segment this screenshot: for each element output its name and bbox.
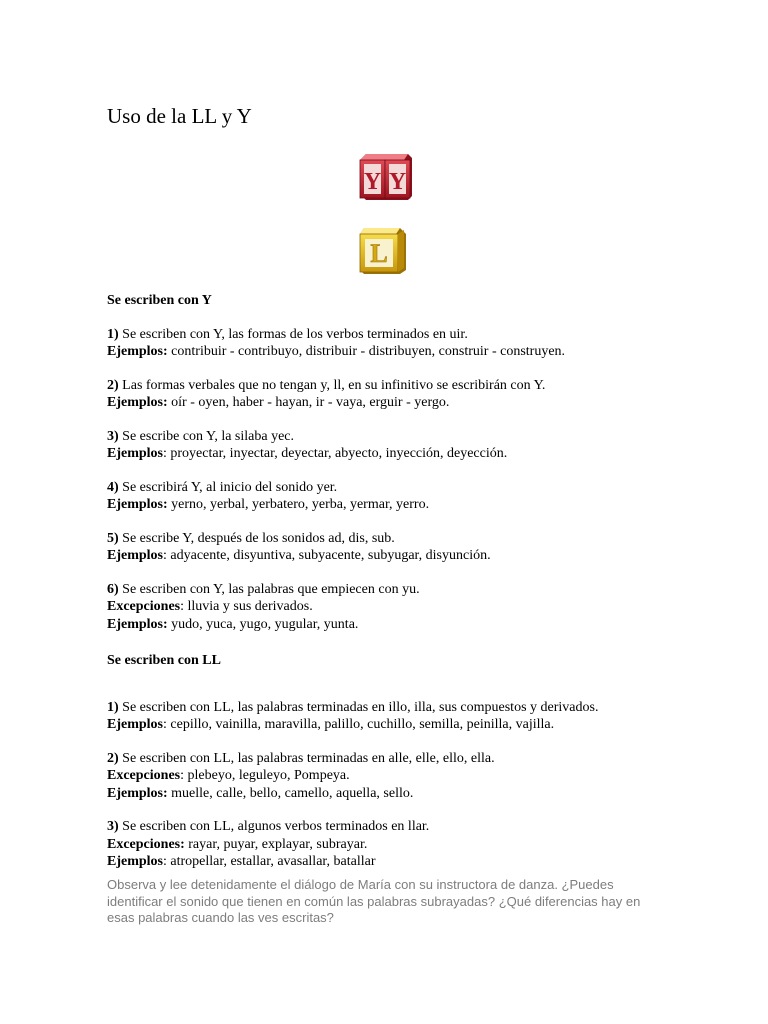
rule-item: [107, 699, 747, 734]
rule-example-text: : plebeyo, leguleyo, Pompeya.: [180, 768, 350, 783]
y-block-letter: Y: [363, 169, 382, 195]
rule-text: Se escriben con LL, las palabras terminadas en illo, illa, sus compuestos y derivados.: [118, 699, 599, 715]
letter-l-block-icon: [356, 224, 408, 276]
rule-label: Ejemplos:: [107, 785, 168, 801]
y-block-letter: Y: [388, 169, 407, 195]
rule-item: [107, 377, 747, 412]
rule-label: Ejemplos: [107, 717, 163, 732]
rule-number: 2): [107, 377, 119, 393]
rule-text: Se escribirá Y, al inicio del sonido yer.: [118, 479, 338, 495]
rules-list-ll: [107, 699, 747, 871]
rule-label: Ejemplos:: [107, 395, 168, 410]
l-block-letter: L: [370, 239, 388, 268]
rule-example-text: yudo, yuca, yugo, yugular, yunta.: [167, 616, 359, 632]
rule-example-text: yerno, yerbal, yerbatero, yerba, yermar, yerro.: [167, 497, 430, 512]
rule-label: Ejemplos: [107, 548, 163, 563]
rule-text: Las formas verbales que no tengan y, ll, en su infinitivo se escribirán con Y.: [118, 377, 546, 393]
rule-text: Se escribe con Y, la silaba yec.: [118, 428, 294, 444]
rule-number: 3): [107, 819, 119, 834]
rule-label: Ejemplos: [107, 854, 163, 869]
rule-example-text: : proyectar, inyectar, deyectar, abyecto, inyección, deyección.: [163, 446, 508, 461]
footer-note: Observa y lee detenidamente el diálogo de María con su instructora de danza. ¿Puedes identificar el sonido que tienen en común las palabras subrayadas? ¿Qué diferencias hay en esas palabras cuando las ves escritas?: [107, 877, 641, 925]
rules-list-y: [107, 326, 747, 634]
rule-example-text: : adyacente, disyuntiva, subyacente, subyugar, disyunción.: [163, 548, 491, 563]
rule-item: [107, 428, 747, 463]
rule-example-text: muelle, calle, bello, camello, aquella, sello.: [167, 785, 414, 801]
rule-label: Excepciones:: [107, 836, 185, 852]
rule-label: Excepciones: [107, 599, 181, 614]
section-heading-ll: Se escriben con LL: [107, 653, 221, 668]
rule-text: Se escribe Y, después de los sonidos ad, dis, sub.: [118, 530, 395, 546]
rule-item: [107, 581, 747, 634]
rule-item: [107, 326, 747, 361]
letter-y-block-icon: [356, 150, 414, 202]
rule-label: Ejemplos:: [107, 344, 168, 359]
rule-label: Excepciones: [107, 768, 181, 783]
rule-text: Se escriben con LL, algunos verbos terminados en llar.: [118, 819, 430, 834]
rule-example-text: oír - oyen, haber - hayan, ir - vaya, erguir - yergo.: [167, 395, 450, 410]
rule-example-text: rayar, puyar, explayar, subrayar.: [184, 836, 368, 852]
rule-example-text: : atropellar, estallar, avasallar, batallar: [163, 854, 376, 869]
rule-label: Ejemplos: [107, 446, 163, 461]
rule-example-text: : lluvia y sus derivados.: [180, 599, 313, 614]
rule-item: [107, 530, 747, 565]
rule-label: Ejemplos:: [107, 616, 168, 632]
rule-example-text: : cepillo, vainilla, maravilla, palillo, cuchillo, semilla, peinilla, vajilla.: [163, 717, 555, 732]
rule-number: 1): [107, 699, 119, 715]
rule-item: [107, 479, 747, 514]
rule-number: 4): [107, 479, 119, 495]
rule-number: 2): [107, 750, 119, 766]
section-heading-y: Se escriben con Y: [107, 293, 212, 308]
rules-content: [107, 292, 747, 871]
rule-number: 5): [107, 530, 119, 546]
rule-number: 1): [107, 326, 119, 342]
page-title: Uso de la LL y Y: [107, 104, 252, 128]
rule-text: Se escriben con Y, las formas de los verbos terminados en uir.: [118, 326, 468, 342]
rule-text: Se escriben con Y, las palabras que empiecen con yu.: [118, 581, 420, 597]
rule-label: Ejemplos:: [107, 497, 168, 512]
rule-number: 6): [107, 581, 119, 597]
rule-item: [107, 818, 747, 871]
rule-item: [107, 750, 747, 803]
rule-number: 3): [107, 428, 119, 444]
rule-example-text: contribuir - contribuyo, distribuir - distribuyen, construir - construyen.: [167, 344, 566, 359]
rule-text: Se escriben con LL, las palabras terminadas en alle, elle, ello, ella.: [118, 750, 495, 766]
